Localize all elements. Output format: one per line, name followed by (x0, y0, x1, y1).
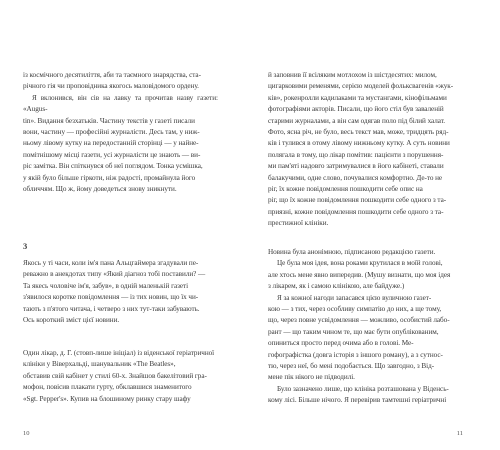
right-paragraph-1 (268, 70, 463, 230)
text-line: ків», рокенролли кадилаками та мустангами, кінофільмами (268, 93, 447, 102)
text-line: Я вклонився, він сів на лавку та прочитав назву газети: «Augus- (23, 93, 218, 114)
left-paragraph-1 (23, 70, 218, 195)
text-line: Ось короткий зміст цієї новини. (23, 316, 120, 325)
text-line: Я за кожної нагоди запасався цією вуличною газет- (277, 293, 432, 302)
text-line: кому лісі. Більше нічого. Я перевірив тамтешні геріатричні (268, 396, 447, 405)
text-line: річного гія чи проповідника якогось маловідомого ордену. (23, 82, 199, 91)
text-line: «Sgt. Pepper's». Купив на блошиному ринку стару шафу (23, 394, 191, 403)
text-line: ків і тулився в отому лівому нижньому кутку. А суть новини (268, 139, 450, 148)
text-line: помітнішому місці газети, усі журналісти це знають — ви- (23, 150, 201, 159)
left-paragraph-3 (23, 348, 218, 405)
text-line: Фото, ясна річ, не було, весь текст мав, може, тридцять ряд- (268, 128, 449, 137)
text-line: ми пам'яті надовго затримувалися в його кабінеті, ставали (268, 162, 444, 171)
text-line: мофон, повісив плакати гурту, обклавшися знаменитого (23, 383, 192, 392)
text-line: у якій було більше гіркоти, ніж радості, промайнула його (23, 173, 196, 182)
right-page (268, 0, 463, 450)
text-line: тю, через неї, бо мені подобається. Що завгодно, з Від- (268, 362, 435, 371)
page-number-right: 11 (456, 430, 463, 437)
text-line: Якось у ті часи, коли ім'я пана Альцгаймера згадували пе- (23, 259, 199, 267)
text-line: фотографіями акторів. Писали, що його стіл був заваленій (268, 105, 444, 114)
text-line: балакучими, одне слово, почувалися комфортно. Де-то не (268, 173, 443, 182)
text-line: з'явилося коротке повідомлення — із тих новин, що їх чи- (23, 293, 199, 302)
text-line: гофографістка (довга історія з іншого роману), а з сутнос- (268, 350, 443, 359)
text-line: тають з п'ятого читача, і четверо з них тут-таки забувають. (23, 304, 200, 313)
text-line: ріс замітка. Він спіткнувся об неї поглядом. Тонка усмішка, (23, 162, 203, 171)
text-line: клініки у Віверхальді, шанувальник «The Beatles», (23, 360, 176, 369)
text-line: Новина була анонімною, підписаною редакцією газети. (268, 248, 436, 256)
chapter-number: 3 (23, 241, 28, 251)
text-line: мене пік нікого не підводилі. (268, 373, 355, 382)
text-line: вони, частину — професійні журналісти. Десь там, у ниж- (23, 128, 200, 137)
text-line: рант — що таким чином те, що має бути опублікованим, (268, 327, 439, 336)
text-line: полягала в тому, що лікар помітив: пацієнти з порушення- (268, 150, 444, 159)
right-paragraph-2 (268, 247, 463, 407)
text-line: Та якесь чоловіче ім'я, забув», в одній маленькій газеті (23, 281, 189, 290)
text-line: із космічного десятиліття, аби та таємного знарядства, ста- (23, 71, 201, 79)
text-line: й заповнив її всіляким мотлохом із шістдесятих: милом, (268, 71, 437, 79)
left-paragraph-2 (23, 258, 218, 326)
text-line: старими журналами, а він сам одягав поло під білий халат. (268, 116, 446, 125)
text-line: ріг, що їх кожне повідомлення пошкодити себе одного з та- (268, 196, 447, 205)
text-line: ньому лівому кутку на передостанній сторінці — у найне- (23, 139, 199, 148)
text-line: приязні, кожне повідомлення пошкодити себе одного з та- (268, 207, 444, 216)
text-line: престижної клініки. (268, 219, 329, 228)
text-line: ріг, їх кожне повідомлення пошкодити себе опис на (268, 185, 423, 194)
text-line: обличчям. Що ж, йому доведеться знову зникнути. (23, 185, 177, 194)
text-line: реважно в анекдотах типу «Який діагноз тобі поставили? — (23, 270, 206, 279)
text-line: обставив свій кабінет у стилі 60-х. Знайшов бакелітовий гра- (23, 371, 207, 380)
text-line: tin». Видання безхатьків. Частину текстів у газеті писали (23, 116, 195, 125)
text-line: Було зазначено лише, що клініка розташована у Віденсь- (277, 384, 449, 393)
text-line: цигарковими ременями, серією моделей фольксвагенів «жук- (268, 82, 454, 91)
text-line: що, через повне усвідомлення — можливо, особистий лабо- (268, 316, 450, 325)
text-line: опиниться просто перед очима або в голові. Ме- (268, 339, 414, 348)
text-line: кою — з тих, через особливу симпатію до них, а ще тому, (268, 305, 442, 314)
text-line: але хтось мене явно випередив. (Мушу визнати, що моя ідея (268, 270, 451, 279)
left-page (23, 0, 218, 450)
page-number-left: 10 (23, 430, 30, 437)
text-line: Це була моя ідея, вона роками крутилася в моїй голові, (277, 259, 443, 268)
text-line: Один лікар, д. Г. (стовп-лише ініціал) із віденської геріатричної (23, 349, 215, 357)
text-line: з лікарем, як і самою клінікою, але байдуже.) (268, 282, 405, 291)
